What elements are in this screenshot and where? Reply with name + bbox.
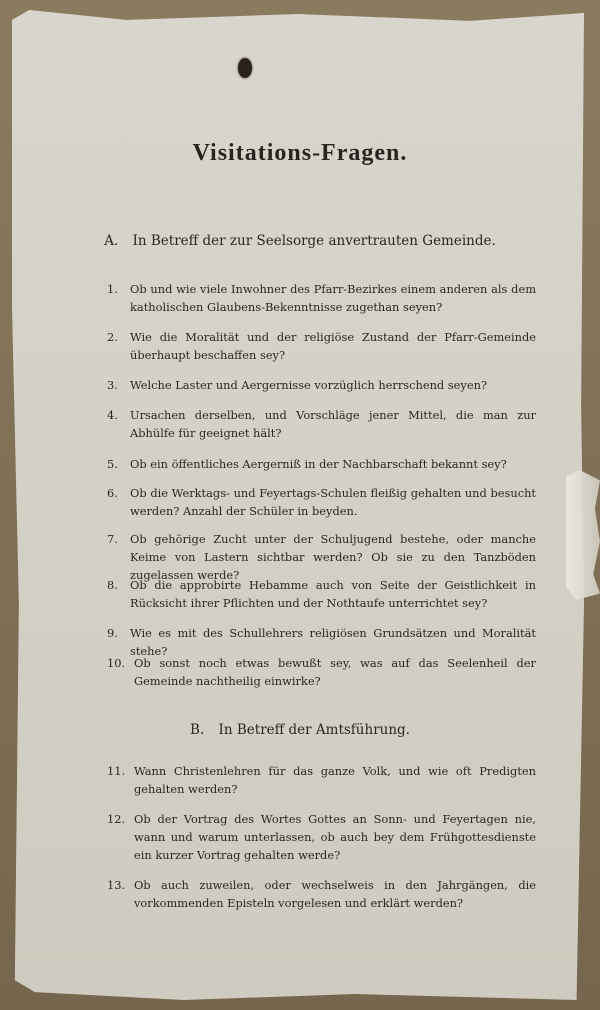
question-text: Ob der Vortrag des Wortes Gottes an Sonn- und Feyertagen nie, wann und warum unterlassen, ob auch bey dem Frühgottesdienste ein kurzer Vortrag gehalten werde? <box>134 812 536 862</box>
ink-stain <box>238 58 252 78</box>
question-8 <box>108 576 536 612</box>
question-10 <box>108 654 536 690</box>
question-number: 2. <box>107 330 118 344</box>
question-number: 13. <box>107 878 126 892</box>
question-11 <box>108 762 536 798</box>
question-text: Wie es mit des Schullehrers religiösen Grundsätzen und Moralität stehe? <box>130 626 536 658</box>
paper-tear <box>566 470 600 600</box>
document-title: Visitations-Fragen. <box>192 140 408 166</box>
question-text: Ob gehörige Zucht unter der Schuljugend bestehe, oder manche Keime von Lastern sichtbar werden? Ob sie zu den Tanzböden zugelassen werde? <box>130 532 536 582</box>
question-text: Ob die Werktags- und Feyertags-Schulen fleißig gehalten und besucht werden? Anzahl der Schüler in beyden. <box>130 486 536 518</box>
question-text: Ursachen derselben, und Vorschläge jener Mittel, die man zur Abhülfe für geeignet hält? <box>130 408 536 440</box>
section-a-title: In Betreff der zur Seelsorge anvertrauten Gemeinde. <box>132 233 496 249</box>
question-5 <box>108 455 536 473</box>
question-number: 10. <box>107 656 126 670</box>
question-number: 1. <box>107 282 118 296</box>
question-3 <box>108 376 536 394</box>
question-12 <box>108 810 536 864</box>
question-2 <box>108 328 536 364</box>
question-text: Ob die approbirte Hebamme auch von Seite der Geistlichkeit in Rücksicht ihrer Pflichten und der Nothtaufe unterrichtet sey? <box>130 578 536 610</box>
section-b-heading <box>0 722 600 738</box>
section-a-heading <box>0 233 600 249</box>
question-text: Wie die Moralität und der religiöse Zustand der Pfarr-Gemeinde überhaupt beschaffen sey? <box>130 330 536 362</box>
question-text: Ob ein öffentliches Aergerniß in der Nachbarschaft bekannt sey? <box>130 457 507 471</box>
question-text: Ob sonst noch etwas bewußt sey, was auf das Seelenheil der Gemeinde nachtheilig einwirke? <box>134 656 536 688</box>
question-number: 8. <box>107 578 118 592</box>
question-13 <box>108 876 536 912</box>
question-text: Welche Laster und Aergernisse vorzüglich herrschend seyen? <box>130 378 488 392</box>
question-number: 7. <box>107 532 118 546</box>
question-number: 6. <box>107 486 118 500</box>
section-b-title: In Betreff der Amtsführung. <box>218 722 410 738</box>
question-number: 3. <box>107 378 118 392</box>
section-b-letter: B. <box>190 722 205 738</box>
question-1 <box>108 280 536 316</box>
question-text: Wann Christenlehren für das ganze Volk, und wie oft Predigten gehalten werden? <box>134 764 536 796</box>
question-text: Ob auch zuweilen, oder wechselweis in den Jahrgängen, die vorkommenden Episteln vorgelesen und erklärt werden? <box>134 878 536 910</box>
section-a-letter: A. <box>104 233 119 249</box>
question-text: Ob und wie viele Inwohner des Pfarr-Bezirkes einem anderen als dem katholischen Glaubens-Bekenntnisse zugethan seyen? <box>130 282 536 314</box>
question-number: 9. <box>107 626 118 640</box>
question-number: 12. <box>107 812 126 826</box>
question-number: 11. <box>107 764 126 778</box>
question-number: 4. <box>107 408 118 422</box>
question-4 <box>108 406 536 442</box>
question-6 <box>108 484 536 520</box>
question-number: 5. <box>107 457 118 471</box>
